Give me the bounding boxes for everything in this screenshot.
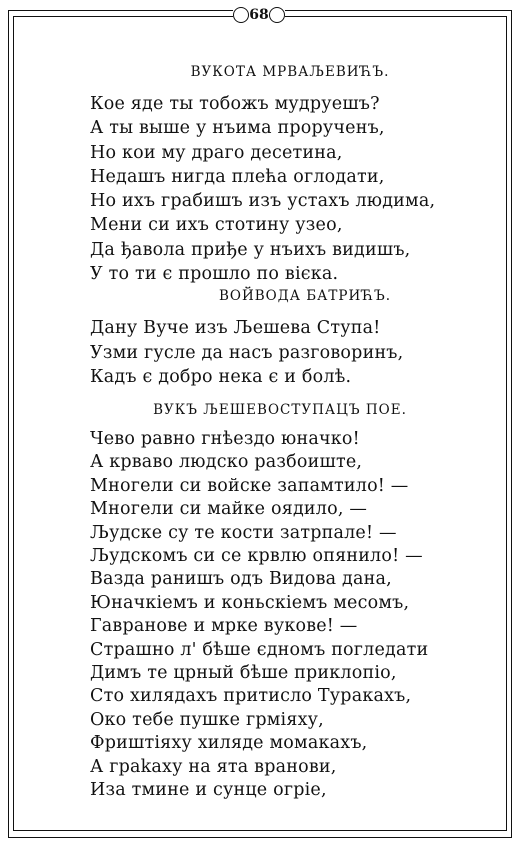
verse-line: Кадъ є добро нека є и болѣ. [90, 367, 352, 387]
verse-line: А ты выше у нъима прорученъ, [90, 118, 385, 139]
verse-line: Недашъ нигда плећа оглодати, [90, 166, 385, 187]
verse-line: Вазда ранишъ одъ Видова дана, [90, 569, 392, 590]
verse-line: Димъ те црный бѣше приклопіо, [90, 663, 397, 684]
verse-line: Многели си майке оядило, — [90, 499, 368, 520]
verse-line: Но ихъ грабишъ изъ устахъ людима, [90, 191, 436, 212]
verse-line: Људске су те кости затрпале! — [90, 522, 397, 543]
verse-line: Иза тмине и сунце огріе, [90, 780, 327, 801]
verse-line: Око тебе пушке грміяху, [90, 709, 324, 730]
verse-line: У то ти є прошло по вієка. [90, 264, 339, 285]
verse-line: Но кои му драго десетина, [90, 142, 343, 163]
verse-line: Фриштіяху хиляде момакахъ, [90, 733, 368, 754]
section-heading: ВУКЪ ЉЕШЕВОСТУПАЦЪ ПОЕ. [153, 402, 407, 418]
verse-line: Кое яде ты тобожъ мудруешъ? [90, 94, 380, 114]
verse-line: Чево равно гнѣездо юначко! [90, 429, 360, 449]
stanza [90, 92, 435, 286]
verse-line: А граkаху на ята вранови, [90, 756, 337, 777]
verse-line: Гавранове и мрке вукове! — [90, 616, 358, 637]
verse-line: Страшно л' бѣше єдномъ погледати [90, 639, 429, 660]
verse-line: Дану Вуче изъ Љешева Ступа! [90, 318, 381, 338]
section-heading: ВУКОТА МРВАЉЕВИЋЪ. [190, 64, 390, 80]
verse-line: Да ђавола приђе у нъихъ видишъ, [90, 239, 411, 260]
stanza [90, 316, 403, 390]
page-number: 68 [233, 4, 285, 26]
verse-line: А крваво людско разбоиште, [90, 452, 363, 473]
verse-line: Мени си ихъ стотину узео, [90, 215, 343, 236]
verse-line: Узми гусле да насъ разговоринъ, [90, 342, 404, 363]
verse-line: Юначкіемъ и коньскіемъ месомъ, [90, 592, 410, 613]
verse-line: Људскомъ си се крвлю опянило! — [90, 546, 423, 567]
section-heading: ВОЙВОДА БАТРИЋЪ. [218, 288, 392, 304]
verse-line: Сто хилядахъ притисло Туракахъ, [90, 686, 412, 707]
stanza [90, 428, 428, 803]
verse-line: Многели си войске запамтило! — [90, 475, 409, 496]
